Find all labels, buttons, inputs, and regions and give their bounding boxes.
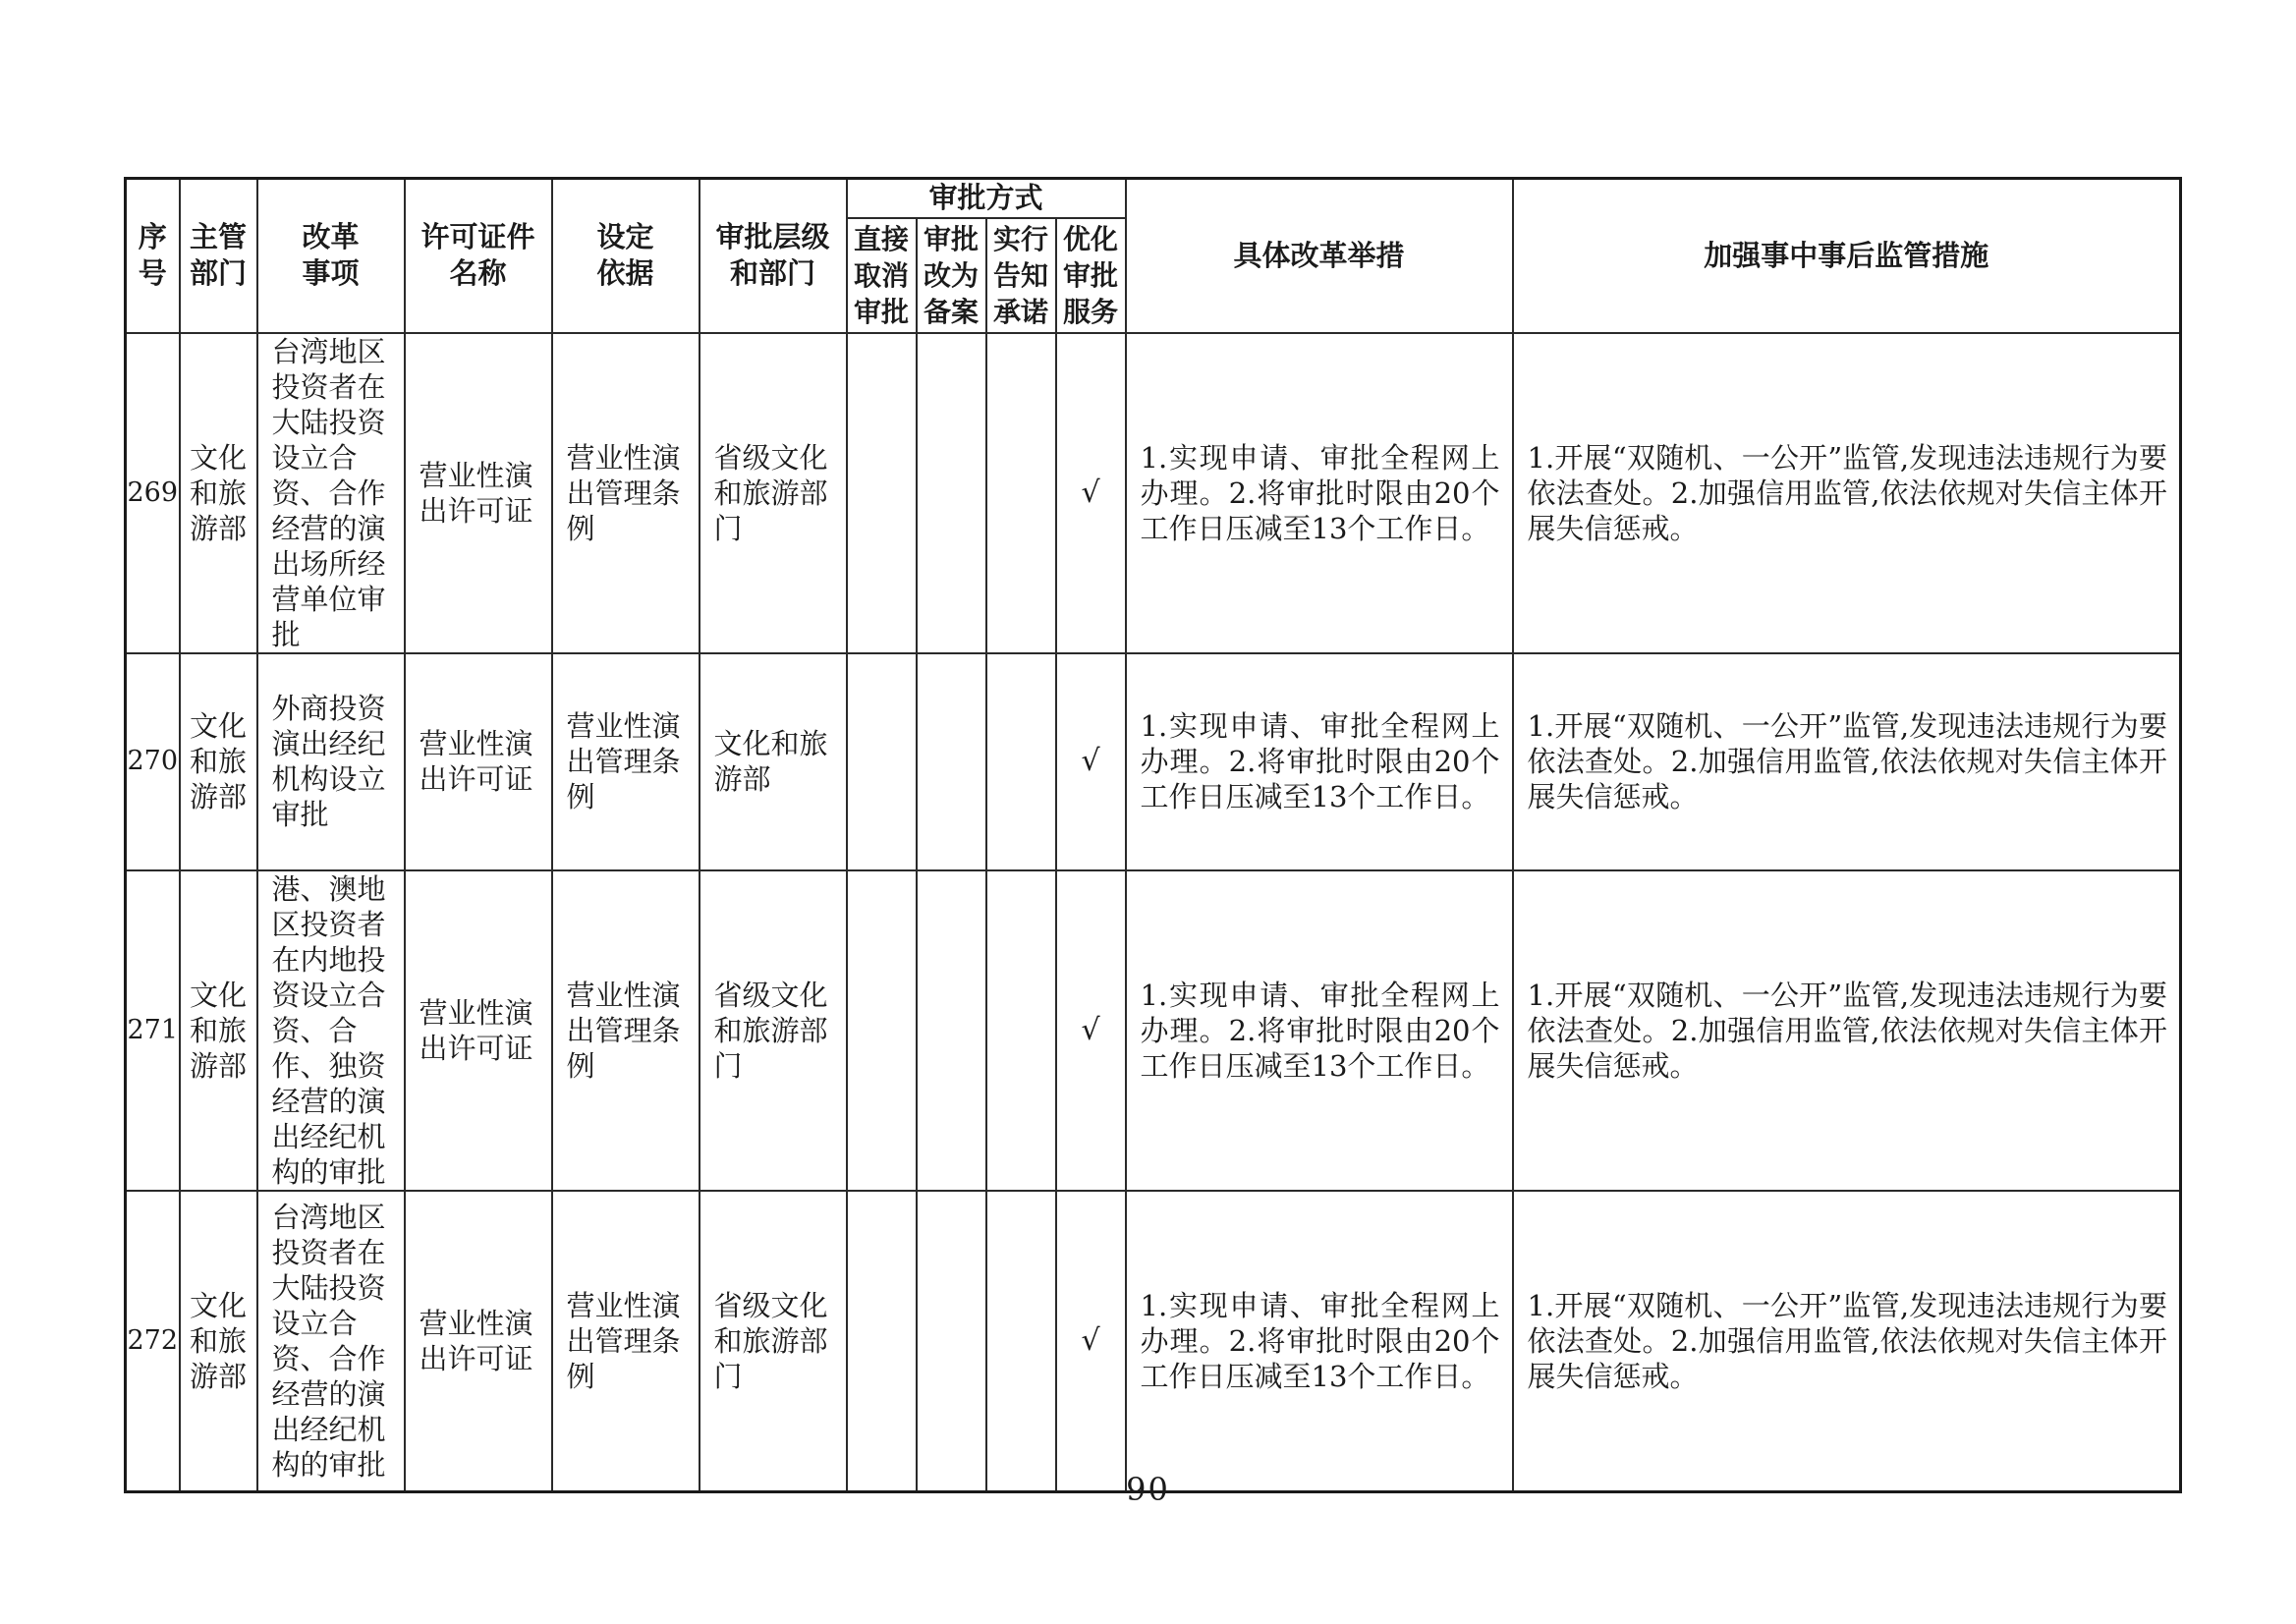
row-method-cancel [847, 653, 917, 870]
row-seq: 272 [126, 1191, 180, 1492]
row-method-filing [917, 870, 986, 1191]
row-method-filing [917, 1191, 986, 1492]
page-number: — 90 — [1080, 1471, 1216, 1508]
row-basis: 营业性演出管理条例 [552, 1191, 700, 1492]
row-measures: 1.实现申请、审批全程网上办理。2.将审批时限由20个工作日压减至13个工作日。 [1126, 333, 1513, 653]
row-dept: 文化和旅游部 [180, 1191, 257, 1492]
row-supervision: 1.开展“双随机、一公开”监管,发现违法违规行为要依法查处。2.加强信用监管,依法依规对失信主体开展失信惩戒。 [1513, 870, 2181, 1191]
row-method-optimize-check: √ [1056, 653, 1126, 870]
row-level: 省级文化和旅游部门 [700, 1191, 847, 1492]
row-method-notify [986, 333, 1056, 653]
row-method-cancel [847, 870, 917, 1191]
header-item: 改革事项 [257, 179, 405, 333]
header-license: 许可证件名称 [405, 179, 552, 333]
row-seq: 269 [126, 333, 180, 653]
row-seq: 271 [126, 870, 180, 1191]
header-method-notify: 实行告知承诺 [986, 218, 1056, 333]
row-item: 外商投资演出经纪机构设立审批 [257, 653, 405, 870]
row-item: 台湾地区投资者在大陆投资设立合资、合作经营的演出场所经营单位审批 [257, 333, 405, 653]
row-measures: 1.实现申请、审批全程网上办理。2.将审批时限由20个工作日压减至13个工作日。 [1126, 1191, 1513, 1492]
row-method-optimize-check: √ [1056, 1191, 1126, 1492]
table-row [126, 333, 2181, 653]
row-license: 营业性演出许可证 [405, 653, 552, 870]
header-seq: 序号 [126, 179, 180, 333]
row-supervision: 1.开展“双随机、一公开”监管,发现违法违规行为要依法查处。2.加强信用监管,依法依规对失信主体开展失信惩戒。 [1513, 653, 2181, 870]
row-level: 省级文化和旅游部门 [700, 870, 847, 1191]
row-method-filing [917, 333, 986, 653]
row-method-notify [986, 653, 1056, 870]
row-measures: 1.实现申请、审批全程网上办理。2.将审批时限由20个工作日压减至13个工作日。 [1126, 870, 1513, 1191]
row-license: 营业性演出许可证 [405, 1191, 552, 1492]
row-supervision: 1.开展“双随机、一公开”监管,发现违法违规行为要依法查处。2.加强信用监管,依法依规对失信主体开展失信惩戒。 [1513, 1191, 2181, 1492]
row-measures: 1.实现申请、审批全程网上办理。2.将审批时限由20个工作日压减至13个工作日。 [1126, 653, 1513, 870]
row-level: 文化和旅游部 [700, 653, 847, 870]
approval-reform-table [124, 177, 2182, 1493]
row-item: 台湾地区投资者在大陆投资设立合资、合作经营的演出经纪机构的审批 [257, 1191, 405, 1492]
header-level: 审批层级和部门 [700, 179, 847, 333]
row-method-optimize-check: √ [1056, 870, 1126, 1191]
header-method-optimize: 优化审批服务 [1056, 218, 1126, 333]
header-method-cancel: 直接取消审批 [847, 218, 917, 333]
row-method-cancel [847, 333, 917, 653]
table-body [126, 333, 2181, 1492]
row-method-cancel [847, 1191, 917, 1492]
table-row [126, 1191, 2181, 1492]
header-supervision: 加强事中事后监管措施 [1513, 179, 2181, 333]
header-method-group: 审批方式 [847, 179, 1126, 218]
table-header [126, 179, 2181, 333]
row-supervision: 1.开展“双随机、一公开”监管,发现违法违规行为要依法查处。2.加强信用监管,依法依规对失信主体开展失信惩戒。 [1513, 333, 2181, 653]
header-dept: 主管部门 [180, 179, 257, 333]
table-row [126, 653, 2181, 870]
row-license: 营业性演出许可证 [405, 333, 552, 653]
row-license: 营业性演出许可证 [405, 870, 552, 1191]
header-method-filing: 审批改为备案 [917, 218, 986, 333]
row-level: 省级文化和旅游部门 [700, 333, 847, 653]
header-basis: 设定依据 [552, 179, 700, 333]
row-dept: 文化和旅游部 [180, 653, 257, 870]
approval-reform-table-container [124, 177, 2179, 1482]
row-item: 港、澳地区投资者在内地投资设立合资、合作、独资经营的演出经纪机构的审批 [257, 870, 405, 1191]
row-dept: 文化和旅游部 [180, 333, 257, 653]
table-row [126, 870, 2181, 1191]
row-basis: 营业性演出管理条例 [552, 333, 700, 653]
row-method-optimize-check: √ [1056, 333, 1126, 653]
row-dept: 文化和旅游部 [180, 870, 257, 1191]
row-method-notify [986, 1191, 1056, 1492]
row-basis: 营业性演出管理条例 [552, 653, 700, 870]
row-method-filing [917, 653, 986, 870]
row-method-notify [986, 870, 1056, 1191]
row-seq: 270 [126, 653, 180, 870]
header-measures: 具体改革举措 [1126, 179, 1513, 333]
row-basis: 营业性演出管理条例 [552, 870, 700, 1191]
